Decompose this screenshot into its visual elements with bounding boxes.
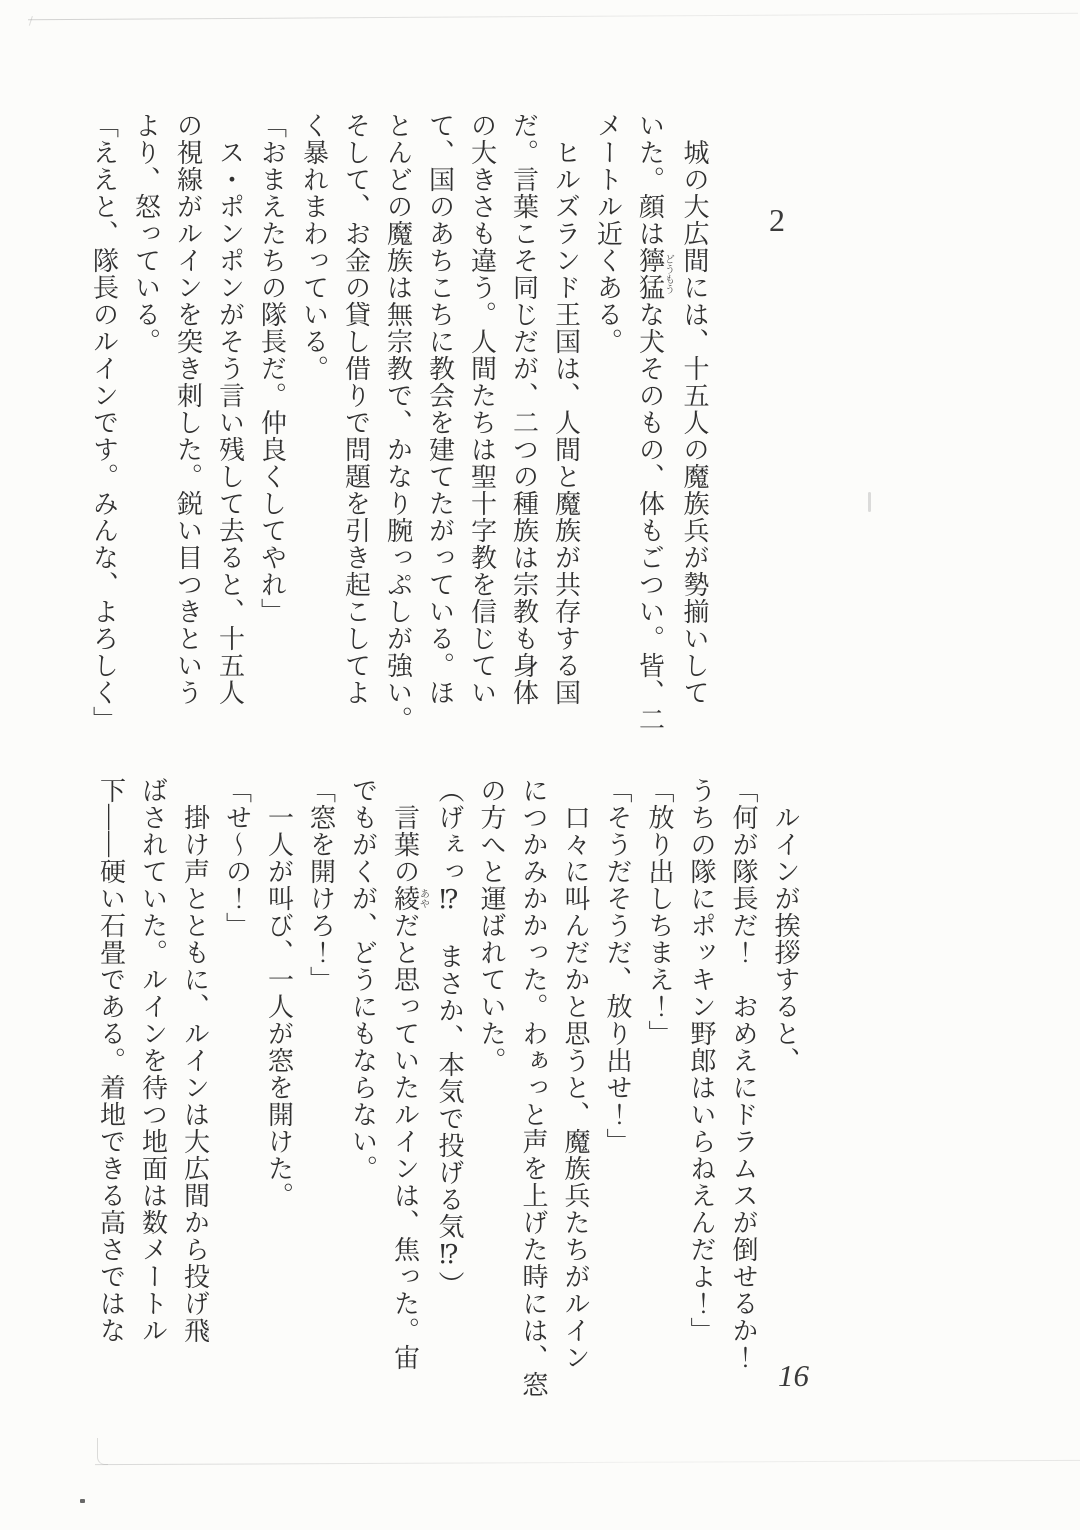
text-line: いた。顔は獰猛どうもうな犬そのもの、体もごつい。皆、二 xyxy=(635,112,674,733)
text-line: の大きさも違う。人間たちは聖十字教を信じてい xyxy=(467,112,497,706)
scan-artifact-dot xyxy=(80,1499,85,1503)
text-line: 口々に叫んだかと思うと、魔族兵たちがルイン xyxy=(561,804,590,1371)
text-line: 掛け声とともに、ルインは大広間から投げ飛 xyxy=(180,804,210,1344)
text-line: より、怒っている。 xyxy=(131,112,161,355)
text-line: 言葉の綾あやだと思っていたルインは、焦った。宙 xyxy=(390,804,429,1371)
text-line: ス・ポンポンがそう言い残して去ると、十五人 xyxy=(215,139,245,706)
text-line: だ。言葉こそ同じだが、二つの種族は宗教も身体 xyxy=(509,112,539,706)
text-line: く暴れまわっている。 xyxy=(299,112,329,382)
ruby-annotated-word: 獰猛どうもう xyxy=(635,247,674,301)
scan-artifact-top-line xyxy=(28,13,1078,20)
scan-artifact-top-hook xyxy=(29,16,46,30)
text-line: の視線がルインを突き刺した。鋭い目つきという xyxy=(173,112,203,706)
scan-artifact-bottom-hook xyxy=(97,1438,108,1465)
text-line: ばされていた。ルインを待つ地面は数メートル xyxy=(138,777,168,1344)
text-line: 「おまえたちの隊長だ。仲良くしてやれ」 xyxy=(257,112,287,625)
text-line: 下――硬い石畳である。着地できる高さではな xyxy=(96,777,126,1344)
text-line: でもがくが、どうにもならない。 xyxy=(348,777,378,1182)
text-line: とんどの魔族は無宗教で、かなり腕っぷしが強い。 xyxy=(383,112,413,733)
text-line: の方へと運ばれていた。 xyxy=(477,777,506,1074)
text-line: メートル近くある。 xyxy=(593,112,623,355)
text-line: 「何が隊長だ！ おめえにドラムスが倒せるか！ xyxy=(729,777,758,1371)
text-line: そして、お金の貸し借りで問題を引き起こしてよ xyxy=(341,112,371,706)
text-line: につかみかかった。わぁっと声を上げた時には、窓 xyxy=(519,777,548,1398)
text-line: 「ええと、隊長のルインです。みんな、よろしく」 xyxy=(89,112,119,733)
text-line: 「せ〜の！」 xyxy=(222,777,252,939)
text-line: 「放り出しちまえ！」 xyxy=(645,777,674,1047)
top-text-block xyxy=(83,112,716,767)
bottom-text-block xyxy=(90,777,807,1425)
scan-artifact-smudge xyxy=(868,492,871,512)
text-line: ヒルズランド王国は、人間と魔族が共存する国 xyxy=(551,139,581,706)
section-number: 2 xyxy=(769,202,785,238)
ruby-annotated-word: 綾あや xyxy=(390,885,429,912)
text-line: （げぇっ⁉ まさか、本気で投げる気⁉） xyxy=(435,777,464,1298)
text-line: ルインが挨拶すると、 xyxy=(771,804,800,1074)
text-line: 「窓を開けろ！」 xyxy=(306,777,336,993)
page-number: 16 xyxy=(778,1358,809,1393)
text-line: 城の大広間には、十五人の魔族兵が勢揃いして xyxy=(680,139,709,706)
text-line: 「そうだそうだ、放り出せ！」 xyxy=(603,777,632,1155)
scan-artifact-bottom-line xyxy=(95,1460,1080,1465)
text-line: て、国のあちこちに教会を建てたがっている。ほ xyxy=(425,112,455,706)
text-line: 一人が叫び、一人が窓を開けた。 xyxy=(264,804,294,1209)
text-line: うちの隊にポッキン野郎はいらねえんだよ！」 xyxy=(687,777,716,1344)
